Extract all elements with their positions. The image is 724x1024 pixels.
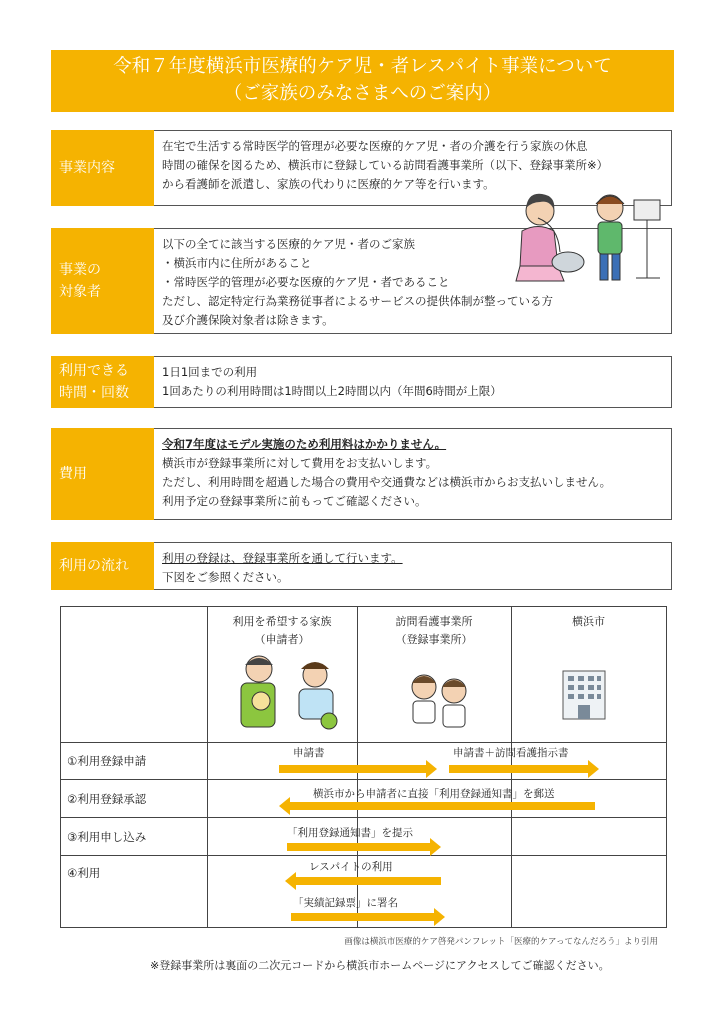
step-1: ①利用登録申請	[67, 754, 147, 768]
city-hall-building-icon	[559, 667, 609, 721]
section-label-flow: 利用の流れ	[51, 542, 154, 590]
image-credit: 画像は横浜市医療的ケア啓発パンフレット「医療的ケアってなんだろう」より引用	[344, 937, 658, 947]
page-title	[51, 50, 674, 112]
target-label-line1: 事業の	[59, 262, 101, 278]
section-body-time	[154, 356, 672, 408]
arrow-right-present	[287, 843, 431, 851]
care-illustration	[498, 186, 670, 286]
arrow-right-to-city	[449, 765, 589, 773]
arrow-label-respite: レスパイトの利用	[309, 861, 393, 873]
col2-line1: 訪問看護事業所	[395, 615, 473, 628]
cost-highlight: 令和7年度はモデル実施のため利用料はかかりません。	[162, 437, 447, 451]
title-line1: 令和７年度横浜市医療的ケア児・者レスパイト事業について	[113, 56, 612, 77]
arrow-left-respite	[295, 877, 441, 885]
section-label-cost: 費用	[51, 428, 154, 520]
section-time	[51, 356, 672, 408]
section-label-time	[51, 356, 154, 408]
arrow-label-sign: 「実績記録票」に署名	[293, 897, 398, 909]
target-line: ただし、認定特定行為業務従事者によるサービスの提供体制が整っている方	[162, 294, 553, 308]
target-line: 以下の全てに該当する医療的ケア児・者のご家族	[162, 237, 415, 251]
arrow-label-notification: 横浜市から申請者に直接「利用登録通知書」を郵送	[313, 788, 555, 800]
step-4: ④利用	[67, 866, 101, 880]
step-3: ③利用申し込み	[67, 830, 147, 844]
arrow-label-present: 「利用登録通知書」を提示	[287, 827, 413, 839]
section-body-flow	[154, 542, 672, 590]
time-line: 1日1回までの利用	[162, 365, 258, 379]
section-label-target	[51, 228, 154, 334]
arrow-label-application-instructions: 申請書＋訪問看護指示書	[453, 747, 569, 759]
content-line: 時間の確保を図るため、横浜市に登録している訪問看護事業所（以下、登録事業所※）	[162, 158, 609, 172]
section-flow	[51, 542, 672, 590]
family-icon	[233, 651, 345, 735]
cost-line: ただし、利用時間を超過した場合の費用や交通費などは横浜市からお支払いしません。	[162, 475, 612, 489]
col1-line1: 利用を希望する家族	[232, 615, 332, 628]
footer-note: ※登録事業所は裏面の二次元コードから横浜市ホームページにアクセスしてご確認ください。	[150, 959, 610, 972]
cost-line: 利用予定の登録事業所に前もってご確認ください。	[162, 494, 427, 508]
content-line: 在宅で生活する常時医学的管理が必要な医療的ケア児・者の介護を行う家族の休息	[162, 139, 588, 153]
child-illustration	[596, 195, 624, 280]
column-header-city: 横浜市	[572, 615, 605, 628]
target-line: ・常時医学的管理が必要な医療的ケア児・者であること	[162, 275, 450, 289]
cost-line: 横浜市が登録事業所に対して費用をお支払いします。	[162, 456, 438, 470]
section-body-cost	[154, 428, 672, 520]
section-cost	[51, 428, 672, 520]
time-label-line2: 時間・回数	[59, 385, 129, 401]
step-2: ②利用登録承認	[67, 792, 147, 806]
target-line: 及び介護保険対象者は除きます。	[162, 313, 334, 327]
nurse-icon	[407, 669, 473, 729]
col1-line2: （申請者）	[254, 633, 310, 646]
target-label-line2: 対象者	[59, 284, 101, 300]
time-label-line1: 利用できる	[59, 363, 129, 379]
flow-line: 下図をご参照ください。	[162, 570, 289, 584]
arrow-right-application	[279, 765, 427, 773]
target-line: ・横浜市内に住所があること	[162, 256, 312, 270]
section-label-content: 事業内容	[51, 130, 154, 206]
arrow-right-sign	[291, 913, 435, 921]
flow-diagram	[60, 606, 667, 928]
col2-line2: （登録事業所）	[395, 633, 473, 646]
flow-line: 利用の登録は、登録事業所を通して行います。	[162, 551, 403, 565]
arrow-label-application: 申請書	[293, 747, 325, 759]
column-header-family	[207, 613, 357, 649]
time-line: 1回あたりの利用時間は1時間以上2時間以内（年間6時間が上限）	[162, 384, 502, 398]
title-line2: （ご家族のみなさまへのご案内）	[223, 83, 502, 104]
column-header-nursing	[357, 613, 511, 649]
arrow-left-notification	[289, 802, 595, 810]
monitor-stand-illustration	[634, 200, 660, 278]
content-line: から看護師を派遣し、家族の代わりに医療的ケア等を行います。	[162, 177, 495, 191]
